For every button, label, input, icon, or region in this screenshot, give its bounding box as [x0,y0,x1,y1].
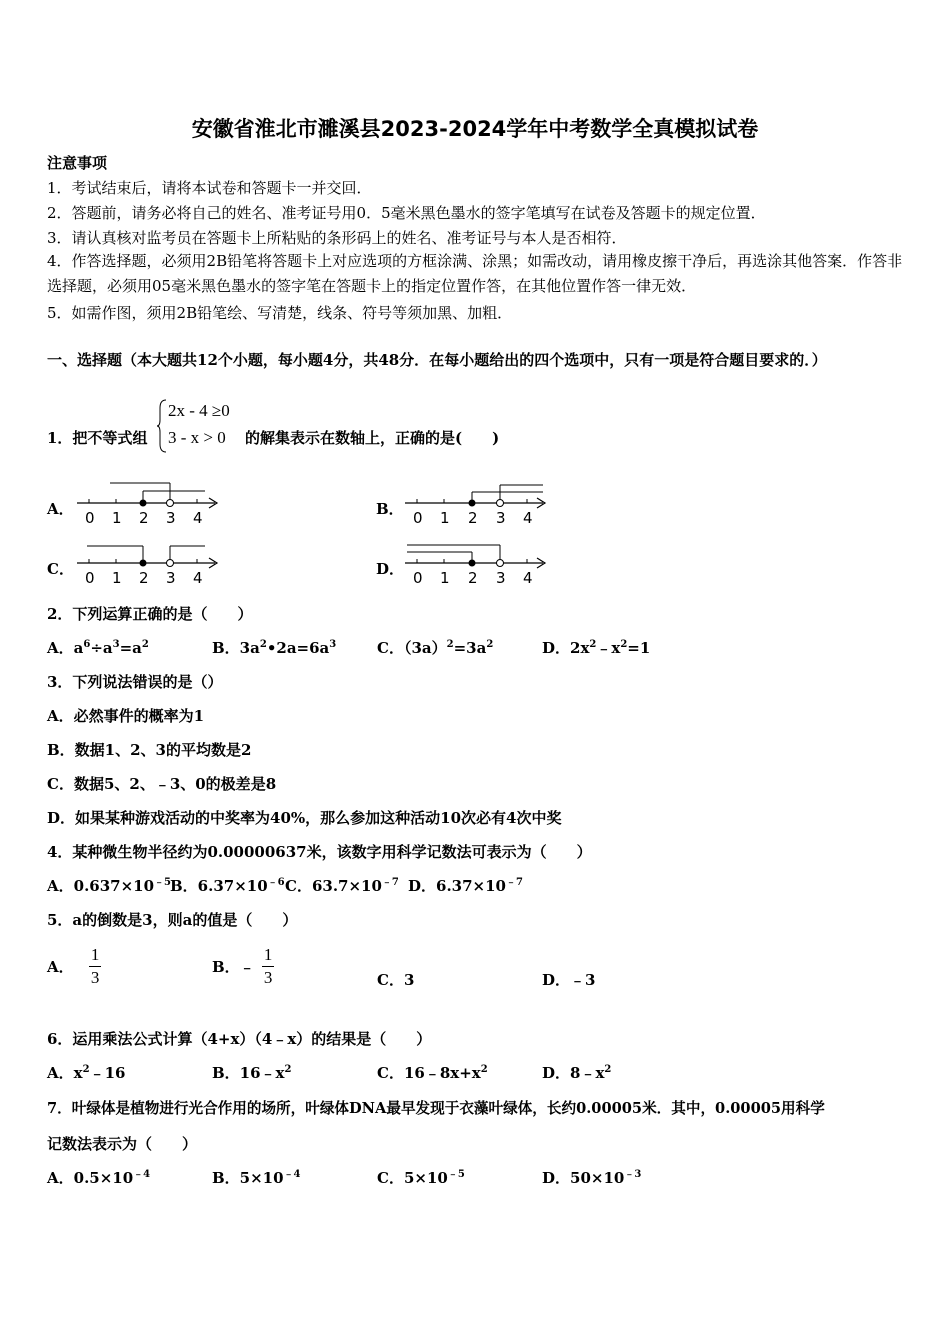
q1-prefix: 1．把不等式组 [47,429,148,447]
q2-option-c: C．$(3a)^2=3a^2$ [377,639,494,657]
page-title: 安徽省淮北市濉溪县2023-2024学年中考数学全真模拟试卷 [191,117,759,141]
brace-icon [156,398,168,454]
number-line-a [75,478,225,528]
q7-stem-line-2: 记数法表示为（ ） [47,1135,198,1153]
tick-label: 1 [440,509,450,527]
q6-option-d: D．$8﹣x^2$ [542,1064,612,1082]
q3-option-c: C．数据5、2、﹣3、0的极差是8 [47,775,277,793]
tick-label: 3 [166,509,176,527]
notice-item: 1．考试结束后，请将本试卷和答题卡一并交回． [47,179,372,197]
tick-label: 0 [413,569,423,587]
q4-option-a: A．$0.637\times 10^{﹣5}$ [47,877,172,895]
q3-option-d: D．如果某种游戏活动的中奖率为40%，那么参加这种活动10次必有4次中奖 [47,809,562,827]
q6-option-a: A．$x^2﹣16$ [47,1064,126,1082]
number-line-b [403,478,558,528]
number-line-d [403,538,558,588]
tick-label: 2 [468,509,478,527]
q7-stem-line-1: 7．叶绿体是植物进行光合作用的场所，叶绿体DNA最早发现于衣藻叶绿体，长约0.00005米．其中，0.00005用科学 [47,1100,825,1117]
tick-label: 4 [193,509,203,527]
q1-option-a-label: A． [47,500,74,518]
tick-label: 1 [112,509,122,527]
tick-label: 3 [496,569,506,587]
q1-system-line-2: 3 - x > 0 [168,428,226,447]
q5-stem: 5．a的倒数是3，则a的值是（ ） [47,911,298,929]
section-heading: 一、选择题（本大题共12个小题，每小题4分，共48分．在每小题给出的四个选项中，只有一项是符合题目要求的．） [47,351,827,369]
tick-label: 4 [523,509,533,527]
q7-option-d: D．$50\times 10^{﹣3}$ [542,1169,642,1187]
q7-option-a: A．$0.5\times 10^{﹣4}$ [47,1169,151,1187]
q3-option-a: A．必然事件的概率为1 [47,707,205,725]
q4-option-c: C．$63.7\times 10^{﹣7}$ [285,877,399,895]
q4-option-d: D．$6.37\times 10^{﹣7}$ [408,877,523,895]
q1-option-b-label: B． [376,500,404,518]
q4-stem: 4．某种微生物半径约为0.00000637米，该数字用科学记数法可表示为（ ） [47,843,592,861]
q1-suffix: 的解集表示在数轴上，正确的是( ) [245,429,500,447]
tick-label: 3 [496,509,506,527]
q3-option-b: B．数据1、2、3的平均数是2 [47,741,252,759]
q5-option-d: D．﹣3 [542,971,596,989]
q6-option-b: B．$16﹣x^2$ [212,1064,292,1082]
tick-label: 2 [139,509,149,527]
q7-option-b: B．$5\times 10^{﹣4}$ [212,1169,301,1187]
q2-option-a: A．$a^6\div a^3=a^2$ [47,639,149,657]
q1-system-line-1: 2x - 4 ≥0 [168,401,230,420]
q5-option-a: A． $\frac{1}{3}$ [47,945,100,987]
q3-stem: 3．下列说法错误的是（） [47,673,223,691]
tick-label: 1 [440,569,450,587]
q4-option-b: B．$6.37\times 10^{﹣6}$ [170,877,285,895]
tick-label: 2 [139,569,149,587]
q7-option-c: C．$5\times 10^{﹣5}$ [377,1169,465,1187]
tick-label: 0 [85,509,95,527]
notice-item: 5．如需作图，须用2B铅笔绘、写清楚，线条、符号等须加黑、加粗． [47,304,513,322]
notice-heading: 注意事项 [47,154,108,172]
q2-option-d: D．$2x^2﹣x^2=1$ [542,639,651,657]
tick-label: 4 [193,569,203,587]
notice-item: 2．答题前，请务必将自己的姓名、准考证号用0．5毫米黑色墨水的签字笔填写在试卷及答题卡的规定位置． [47,204,766,222]
notice-item: 3．请认真核对监考员在答题卡上所粘贴的条形码上的姓名、准考证号与本人是否相符． [47,229,627,247]
q6-stem: 6．运用乘法公式计算（4+x）（4﹣x）的结果是（ ） [47,1030,432,1048]
notice-item: 4．作答选择题，必须用2B铅笔将答题卡上对应选项的方框涂满、涂黑；如需改动，请用橡皮擦干净后，再选涂其他答案．作答非选择题，必须用05毫米黑色墨水的签字笔在答题卡上的指定位置作答，在其他位置作答一律无效． [47,252,903,295]
q2-stem: 2．下列运算正确的是（ ） [47,605,253,623]
number-line-c [75,538,225,588]
q1-option-d-label: D． [376,560,405,578]
tick-label: 2 [468,569,478,587]
q2-option-b: B．$3a^2•2a=6a^3$ [212,639,337,657]
tick-label: 1 [112,569,122,587]
q5-option-b: B．﹣ $\frac{1}{3}$ [212,945,273,987]
q5-option-c: C．3 [377,971,415,989]
tick-label: 0 [85,569,95,587]
tick-label: 3 [166,569,176,587]
q1-option-c-label: C． [47,560,74,578]
tick-label: 4 [523,569,533,587]
tick-label: 0 [413,509,423,527]
q6-option-c: C．$16﹣8x+x^2$ [377,1064,488,1082]
